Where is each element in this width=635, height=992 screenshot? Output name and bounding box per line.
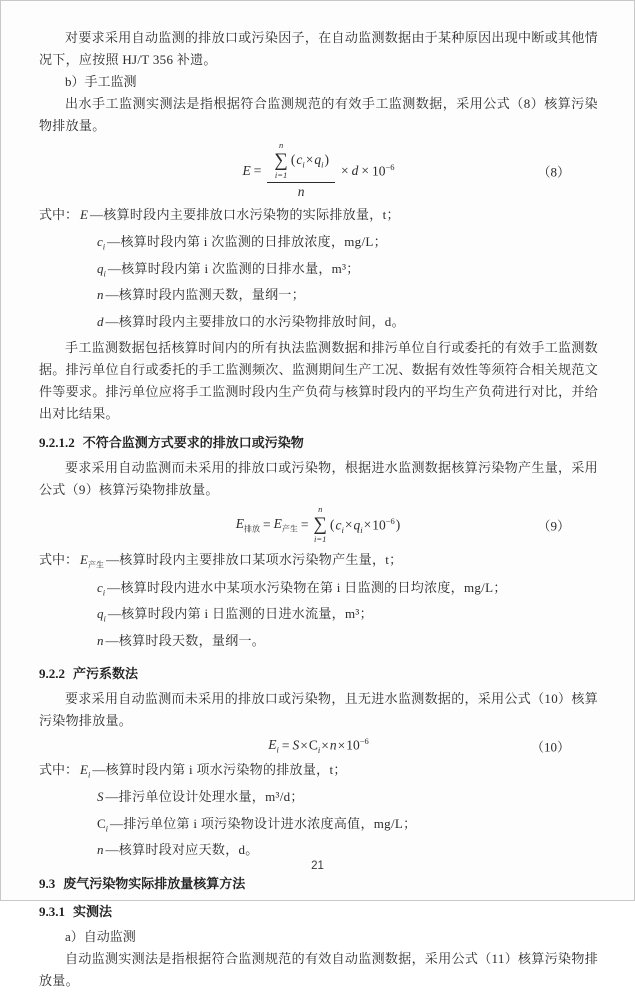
def-desc: —核算时段内主要排放口水污染物的实际排放量，t； xyxy=(89,207,400,223)
heading-number: 9.2.2 xyxy=(39,666,65,682)
heading-title: 产污系数法 xyxy=(73,666,139,682)
def-var-subscript: i xyxy=(102,587,106,598)
def-var-subscript: i xyxy=(103,268,106,279)
formula-10-definitions xyxy=(39,759,598,865)
list-item-a-auto-monitoring: a）自动监测 xyxy=(65,928,136,944)
def-desc: —核算时段内主要排放口某项水污染物产生量，t； xyxy=(105,551,403,567)
def-var: E xyxy=(80,207,88,223)
var-E: E xyxy=(273,515,282,531)
var-d: d xyxy=(351,162,359,178)
equals-sign: = xyxy=(300,517,309,533)
def-var-subscript: i xyxy=(87,770,91,781)
paren-open: ( xyxy=(330,517,335,533)
def-line-Ci xyxy=(39,813,598,840)
def-line-E xyxy=(39,204,598,231)
def-desc: —核算时段内第 i 次监测的日排水量，m³； xyxy=(107,260,360,276)
sum-upper-limit: n xyxy=(318,504,323,515)
fraction-denominator xyxy=(298,183,305,200)
formula-9-definitions xyxy=(39,549,598,656)
eq9-e-chansheng xyxy=(274,516,298,535)
subscript-i: i xyxy=(321,159,324,170)
summation-symbol xyxy=(274,141,288,180)
paragraph-manual-measurement-method: 出水手工监测实测法是指根据符合监测规范的有效手工监测数据，采用公式（8）核算污染物排放量。 xyxy=(39,96,598,133)
def-lead-label: 式中： xyxy=(39,762,79,778)
heading-number: 9.3.1 xyxy=(39,903,65,919)
heading-number: 9.2.1.2 xyxy=(39,435,75,451)
eq10-rhs xyxy=(292,736,368,755)
var-q: q xyxy=(314,151,322,167)
paragraph-manual-data-requirements: 手工监测数据包括核算时间内的所有执法监测数据和排污单位自行或委托的有效手工监测数据。排污单位自行或委托的手工监测频次、监测期间生产工况、数据有效性等须符合相关规范文件等要求。排污单位应将手工监测时段内生产负荷与核算时段内的平均生产负荷进行对比，并给出对比结果。 xyxy=(39,340,598,422)
times-sign: × xyxy=(344,517,353,533)
power-base: 10 xyxy=(372,517,386,533)
def-line-S xyxy=(39,786,598,813)
def-var: E xyxy=(80,551,88,567)
def-line-d xyxy=(39,311,598,338)
power-base: 10 xyxy=(346,737,360,753)
paren-open: ( xyxy=(290,151,296,167)
heading-title: 废气污染物实际排放量核算方法 xyxy=(63,875,246,891)
fraction xyxy=(267,141,335,200)
paragraph-not-meeting-monitoring: 要求采用自动监测而未采用的排放口或污染物，根据进水监测数据核算污染物产生量，采用公式（9）核算污染物排放量。 xyxy=(39,460,598,498)
paren-close: ) xyxy=(324,151,329,167)
times-sign: × xyxy=(337,737,346,753)
def-line-qi xyxy=(39,258,598,285)
power-base: 10 xyxy=(372,163,386,179)
eq9-summand xyxy=(329,516,401,535)
heading-title: 实测法 xyxy=(73,903,113,919)
def-desc: —核算时段内监测天数，量纲一； xyxy=(105,287,306,303)
paragraph-auto-monitoring-interrupt: 对要求采用自动监测的排放口或污染因子，在自动监测数据由于某种原因出现中断或其他情况下，应按照 HJ/T 356 补遗。 xyxy=(39,30,598,67)
power-exponent: −6 xyxy=(359,736,369,747)
eq8-d-term xyxy=(352,163,359,179)
def-desc: —核算时段内第 i 日监测的日进水流量，m³； xyxy=(107,606,373,622)
def-var: c xyxy=(97,234,103,250)
def-var: S xyxy=(97,789,104,805)
eq8-summand xyxy=(290,152,330,170)
def-line-ci xyxy=(39,577,598,604)
heading-number: 9.3 xyxy=(39,875,56,891)
def-desc: —排污单位第 i 项污染物设计进水浓度高值，mg/L； xyxy=(110,815,417,831)
def-var-subscript: i xyxy=(103,613,106,624)
def-lead-label: 式中： xyxy=(39,207,79,223)
def-line-qi xyxy=(39,603,598,630)
def-var-subscript: i xyxy=(102,241,106,252)
section-heading-9-3-1 xyxy=(39,902,598,922)
eq10-lhs xyxy=(268,737,279,755)
def-desc: —核算时段内第 i 项水污染物的排放量，t； xyxy=(92,762,347,778)
page-content xyxy=(1,1,634,992)
equation-8-body xyxy=(242,141,394,200)
def-desc: —核算时段对应天数，d。 xyxy=(105,842,259,858)
var-C: C xyxy=(308,737,318,753)
formula-8-definitions xyxy=(39,204,598,337)
equation-number-label: （10） xyxy=(530,739,570,755)
equals-sign: = xyxy=(262,517,271,533)
eq8-lhs xyxy=(242,163,250,179)
equation-number-label: （9） xyxy=(537,518,570,534)
times-sign: × xyxy=(361,162,369,178)
def-desc: —核算时段天数，量纲一。 xyxy=(105,632,266,648)
equals-sign: = xyxy=(281,737,290,753)
fraction-numerator xyxy=(267,141,335,183)
def-var-subscript: i xyxy=(105,823,109,834)
eq8-power-term xyxy=(372,162,395,180)
equation-9 xyxy=(39,505,598,544)
summation-symbol xyxy=(313,505,327,544)
var-E: E xyxy=(268,737,277,753)
def-var: c xyxy=(97,579,103,595)
power-exponent: −6 xyxy=(385,515,395,526)
times-sign: × xyxy=(305,151,314,167)
def-desc: —排污单位设计处理水量，m³/d； xyxy=(105,789,304,805)
def-var: n xyxy=(97,632,104,648)
subscript-i: i xyxy=(341,524,344,535)
def-line-n xyxy=(39,630,598,657)
def-line-n xyxy=(39,284,598,311)
equation-9-body xyxy=(236,505,402,544)
def-var: n xyxy=(97,287,104,303)
section-heading-9-2-2 xyxy=(39,664,598,684)
def-lead-label: 式中： xyxy=(39,551,79,567)
paragraph-auto-measurement-method: 自动监测实测法是指根据符合监测规范的有效自动监测数据，采用公式（11）核算污染物排放量。 xyxy=(39,950,598,988)
def-desc: —核算时段内进水中某项水污染物在第 i 日监测的日均浓度，mg/L； xyxy=(107,579,507,595)
sum-upper-limit: n xyxy=(278,140,284,150)
times-sign: × xyxy=(300,737,308,753)
sum-lower-limit: i=1 xyxy=(274,169,288,180)
def-var: q xyxy=(97,606,104,622)
equation-10-body xyxy=(268,736,369,755)
def-var: C xyxy=(97,815,106,831)
section-heading-9-2-1-2 xyxy=(39,433,598,453)
subscript-i: i xyxy=(302,159,305,170)
equation-8 xyxy=(39,141,598,200)
power-exponent: −6 xyxy=(385,161,395,172)
eq9-e-paifang xyxy=(236,516,260,535)
def-desc: —核算时段内第 i 次监测的日排放浓度，mg/L； xyxy=(107,234,387,250)
def-var: E xyxy=(80,762,88,778)
def-line-E-chansheng xyxy=(39,549,598,577)
page-number: 21 xyxy=(311,860,324,872)
times-sign: × xyxy=(321,737,329,753)
def-var: n xyxy=(97,842,104,858)
subscript-chansheng: 产生 xyxy=(281,524,298,534)
var-n: n xyxy=(297,184,305,200)
times-sign: × xyxy=(341,162,349,178)
times-sign: × xyxy=(363,517,372,533)
subscript-i: i xyxy=(317,745,321,756)
def-line-ci xyxy=(39,231,598,258)
paren-close: ) xyxy=(395,517,401,533)
equals-sign: = xyxy=(253,162,262,178)
var-c: c xyxy=(335,517,342,533)
var-n: n xyxy=(329,737,337,753)
def-desc: —核算时段内主要排放口的水污染物排放时间，d。 xyxy=(105,313,405,329)
heading-title: 不符合监测方式要求的排放口或污染物 xyxy=(82,435,304,451)
var-E: E xyxy=(235,515,244,531)
list-item-b-manual-monitoring: b）手工监测 xyxy=(65,74,137,89)
subscript-paifang: 排放 xyxy=(243,524,260,534)
subscript-i: i xyxy=(360,524,363,535)
sum-lower-limit: i=1 xyxy=(314,534,327,545)
var-q: q xyxy=(353,517,361,533)
var-E: E xyxy=(242,162,251,178)
var-c: c xyxy=(296,151,303,167)
def-var-subscript: 产生 xyxy=(87,560,104,570)
sigma-icon: ∑ xyxy=(274,149,288,171)
def-var: q xyxy=(97,260,104,276)
equation-number-label: （8） xyxy=(537,164,570,180)
def-line-Ei xyxy=(39,759,598,786)
var-S: S xyxy=(292,737,300,753)
sigma-icon: ∑ xyxy=(313,514,327,536)
def-var: d xyxy=(97,313,104,329)
equation-10 xyxy=(39,736,598,755)
section-heading-9-3 xyxy=(39,874,598,894)
subscript-i: i xyxy=(276,744,279,755)
paragraph-pollution-coefficient: 要求采用自动监测而未采用的排放口或污染物，且无进水监测数据的，采用公式（10）核算污染物排放量。 xyxy=(39,691,598,729)
